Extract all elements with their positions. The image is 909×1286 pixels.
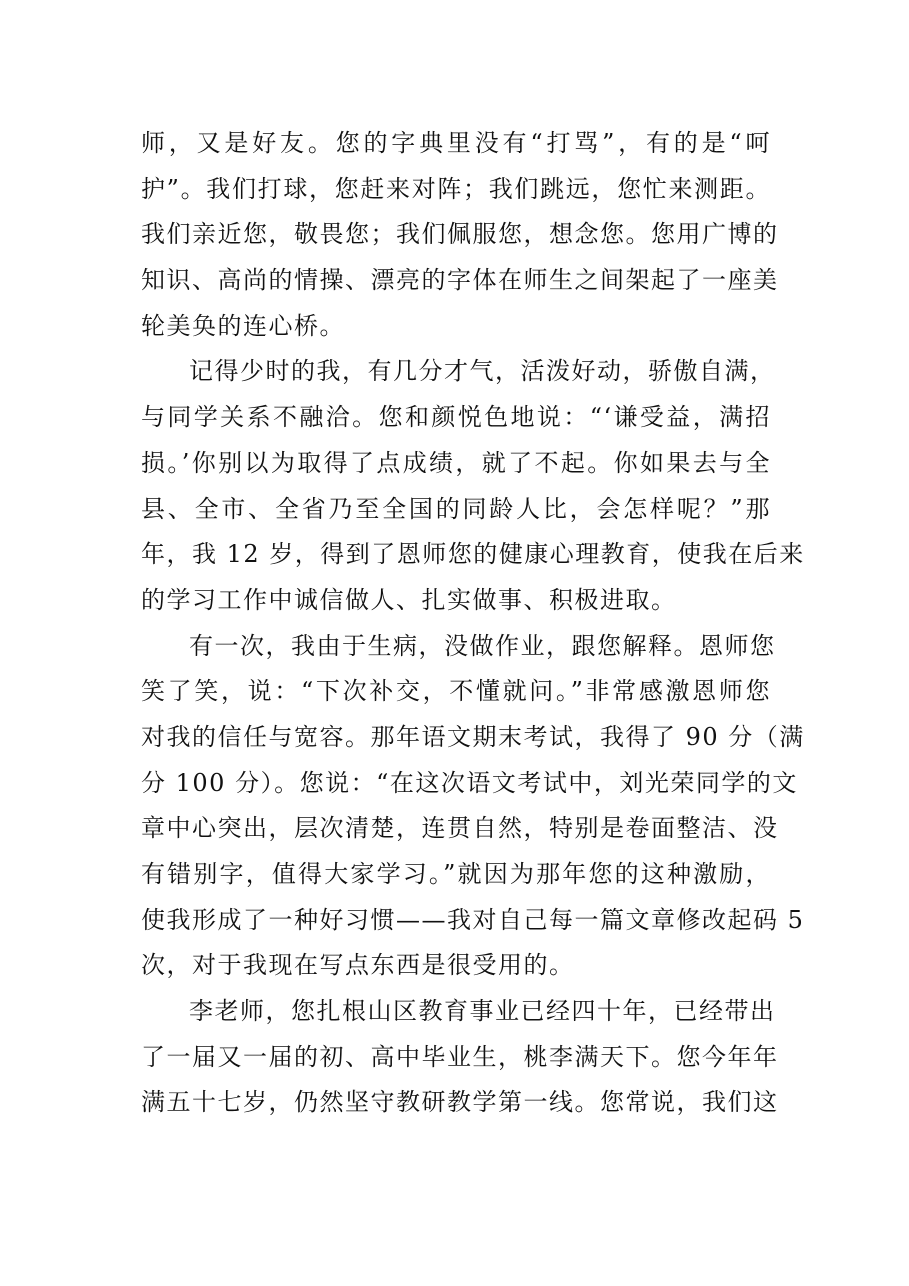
text-line: 县、全市、全省乃至全国的同龄人比，会怎样呢？”那 <box>141 494 771 523</box>
text-line: 的学习工作中诚信做人、扎实做事、积极进取。 <box>141 585 677 614</box>
text-line: 记得少时的我，有几分才气，活泼好动，骄傲自满， <box>189 357 776 386</box>
text-line: 损。’你别以为取得了点成绩，就了不起。你如果去与全 <box>141 448 771 477</box>
text-line: 使我形成了一种好习惯——我对自己每一篇文章修改起码 5 <box>141 905 805 934</box>
paragraph-4 <box>141 989 779 1126</box>
text-line: 我们亲近您，敬畏您；我们佩服您，想念您。您用广博的 <box>141 220 779 249</box>
text-line: 护”。我们打球，您赶来对阵；我们跳远，您忙来测距。 <box>141 174 771 203</box>
body-text <box>141 121 805 1126</box>
text-line: 李老师，您扎根山区教育事业已经四十年，已经带出 <box>189 997 776 1026</box>
paragraph-1 <box>141 121 779 349</box>
paragraph-3 <box>141 624 805 990</box>
text-line: 了一届又一届的初、高中毕业生，桃李满天下。您今年年 <box>141 1042 779 1071</box>
text-line: 满五十七岁，仍然坚守教研教学第一线。您常说，我们这 <box>141 1088 779 1117</box>
paragraph-2 <box>141 349 805 623</box>
text-line: 分 100 分）。您说：“在这次语文考试中，刘光荣同学的文 <box>141 768 798 797</box>
text-line: 知识、高尚的情操、漂亮的字体在师生之间架起了一座美 <box>141 266 779 295</box>
text-line: 与同学关系不融洽。您和颜悦色地说：“‘谦受益，满招 <box>141 403 771 432</box>
text-line: 轮美奂的连心桥。 <box>141 311 345 340</box>
text-line: 章中心突出，层次清楚，连贯自然，特别是卷面整洁、没 <box>141 814 779 843</box>
text-line: 次，对于我现在写点东西是很受用的。 <box>141 951 575 980</box>
text-line: 对我的信任与宽容。那年语文期末考试，我得了 90 分（满 <box>141 722 805 751</box>
text-line: 笑了笑，说：“下次补交，不懂就问。”非常感激恩师您 <box>141 677 771 706</box>
text-line: 师，又是好友。您的字典里没有“打骂”，有的是“呵 <box>141 129 771 157</box>
text-line: 年，我 12 岁，得到了恩师您的健康心理教育，使我在后来 <box>141 540 805 569</box>
text-line: 有一次，我由于生病，没做作业，跟您解释。恩师您 <box>189 631 776 660</box>
text-line: 有错别字，值得大家学习。”就因为那年您的这种激励， <box>141 860 771 888</box>
